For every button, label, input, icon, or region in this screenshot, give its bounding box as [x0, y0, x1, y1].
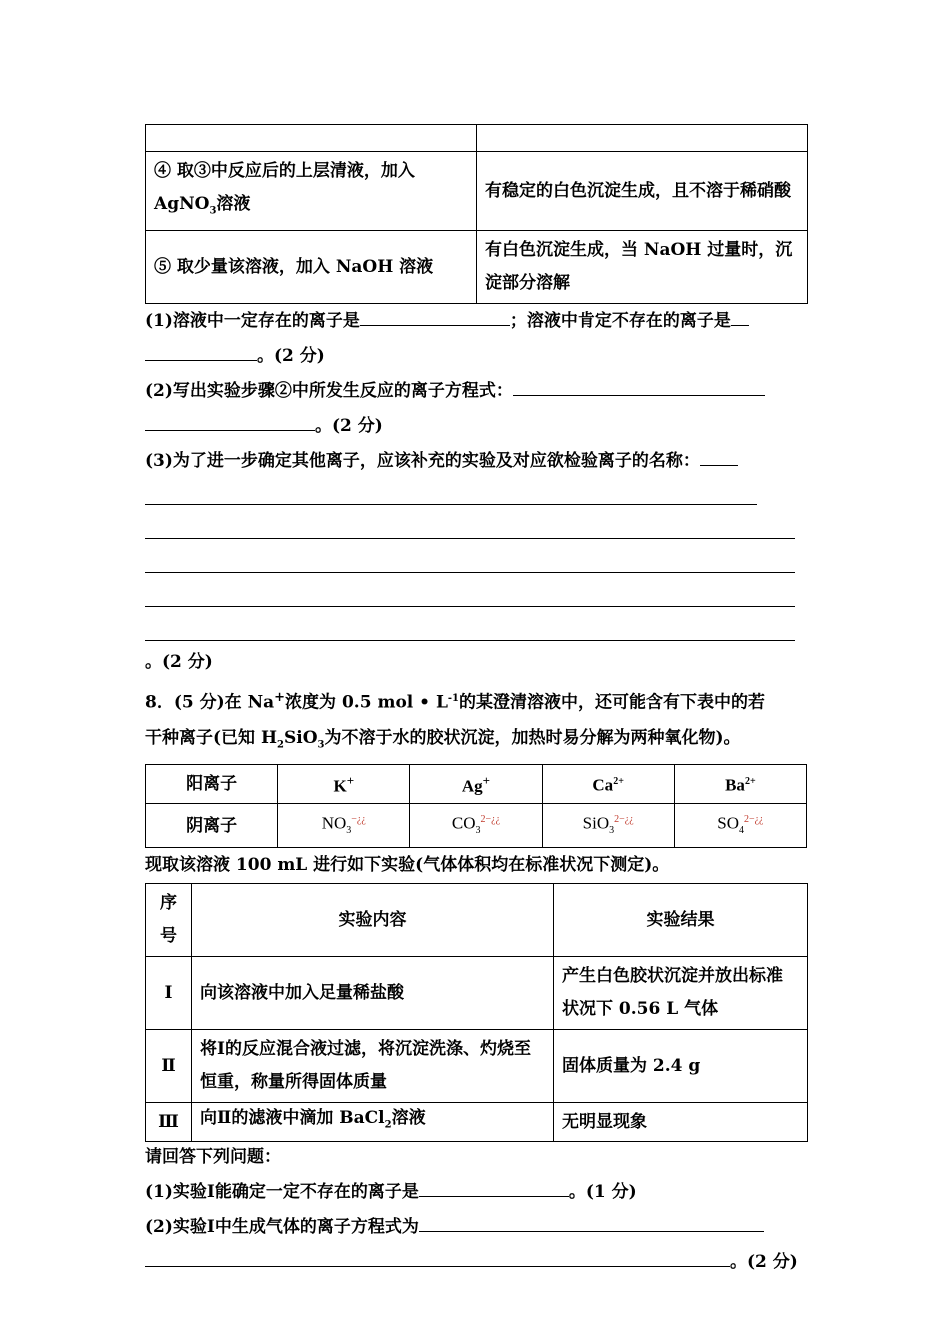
subscript: 3 [209, 205, 217, 217]
ion-sub: 3 [475, 825, 481, 837]
answer-lines [145, 475, 807, 641]
ion-sub: 4 [738, 825, 744, 837]
content-text: 向Ⅱ的滤液中滴加 BaCl [200, 1108, 385, 1129]
content-text: 溶液 [391, 1108, 426, 1129]
score-text: 。(2 分) [730, 1251, 798, 1272]
q7-part1 [145, 304, 807, 339]
ion-charge: 2−¿¿ [743, 814, 764, 826]
q7-part2 [145, 374, 807, 409]
row-content: 向该溶液中加入足量稀盐酸 [192, 957, 554, 1030]
ion-base: Ag [461, 777, 483, 797]
row-no: Ⅱ [146, 1030, 192, 1103]
question-text: (2)写出实验步骤②中所发生反应的离子方程式： [145, 381, 513, 402]
q7-part1-cont [145, 339, 807, 374]
header-no [146, 884, 192, 957]
row-no: Ⅲ [146, 1103, 192, 1141]
q8-part2 [145, 1210, 807, 1245]
answer-blank[interactable] [145, 340, 257, 361]
answer-blank[interactable] [360, 305, 510, 326]
ion-cell [542, 804, 674, 848]
result-cell [477, 125, 808, 152]
result-text: 有白色沉淀生成，当 NaOH 过量时，沉淀部分溶解 [485, 240, 793, 294]
ion-cell [278, 765, 410, 804]
ion-base: CO [451, 813, 476, 833]
ion-base: SiO [582, 813, 610, 833]
ion-cell [410, 804, 542, 848]
q7-part3-end [145, 645, 807, 680]
intro-text: 干种离子(已知 H [145, 728, 278, 749]
table-row [146, 125, 808, 152]
ion-charge: 2+ [744, 776, 756, 788]
reagent: AgNO [154, 194, 210, 214]
ion-charge: −¿¿ [351, 814, 366, 826]
row-content: 将Ⅰ的反应混合液过滤，将沉淀洗涤、灼烧至恒重，称量所得固体质量 [192, 1030, 554, 1103]
table-row [146, 1103, 808, 1141]
intro-text: 浓度为 0.5 mol • L [285, 693, 448, 714]
ask-text: 请回答下列问题： [145, 1146, 281, 1167]
ion-cell [674, 765, 806, 804]
ion-sub: 3 [609, 825, 615, 837]
q8-intro-cont [145, 721, 807, 762]
step-cell [146, 231, 477, 304]
answer-blank[interactable] [145, 410, 315, 431]
answer-blank[interactable] [145, 611, 795, 641]
answer-blank[interactable] [145, 475, 757, 505]
row-result: 固体质量为 2.4 g [554, 1030, 808, 1103]
subscript: 2 [384, 1119, 392, 1131]
step-text: ④ 取③中反应后的上层清液，加入 [154, 161, 415, 181]
ion-cell [674, 804, 806, 848]
score-text: 。(2 分) [315, 416, 383, 437]
table-row [146, 152, 808, 231]
ion-charge: 2−¿¿ [480, 814, 501, 826]
header-content: 实验内容 [192, 884, 554, 957]
ion-charge: 2+ [613, 776, 624, 788]
ion-base: SO [717, 813, 739, 833]
answer-blank[interactable] [419, 1211, 764, 1232]
step-cell [146, 152, 477, 231]
result-cell [477, 231, 808, 304]
step-cell [146, 125, 477, 152]
answer-blank[interactable] [419, 1176, 569, 1197]
subscript: 3 [317, 739, 325, 751]
question-text: (1)实验Ⅰ能确定一定不存在的离子是 [145, 1181, 419, 1202]
table-row [146, 765, 807, 804]
answer-blank[interactable] [513, 375, 765, 396]
question-text: (2)实验Ⅰ中生成气体的离子方程式为 [145, 1216, 419, 1237]
ion-cell [542, 765, 674, 804]
score-text: 。(2 分) [257, 346, 325, 367]
result-text: 有稳定的白色沉淀生成，且不溶于稀硝酸 [485, 180, 791, 201]
table-row [146, 804, 807, 848]
superscript: -1 [447, 693, 460, 705]
cation-label: 阳离子 [146, 765, 278, 804]
answer-blank[interactable] [731, 305, 749, 326]
header-result: 实验结果 [554, 884, 808, 957]
ion-cell [410, 765, 542, 804]
q8-part2-cont [145, 1245, 807, 1280]
experiment-table [145, 883, 808, 1141]
ion-base: K [333, 777, 347, 797]
table-header-row [146, 884, 808, 957]
page-content [145, 124, 807, 1280]
q8-part1 [145, 1175, 807, 1210]
q7-part2-cont [145, 409, 807, 444]
ion-charge: + [346, 773, 355, 789]
row-no: Ⅰ [146, 957, 192, 1030]
table-row [146, 957, 808, 1030]
question-text: ；溶液中肯定不存在的离子是 [509, 311, 731, 332]
q8-intro [145, 680, 807, 721]
experiment-intro: 现取该溶液 100 mL 进行如下实验(气体体积均在标准状况下测定)。 [145, 855, 670, 876]
intro-text: 为不溶于水的胶状沉淀，加热时易分解为两种氧化物)。 [324, 728, 741, 749]
score-text: 。(2 分) [145, 652, 213, 673]
row-result: 产生白色胶状沉淀并放出标准状况下 0.56 L 气体 [554, 957, 808, 1030]
step-suffix: 溶液 [216, 194, 251, 214]
question-text: (3)为了进一步确定其他离子，应该补充的实验及对应欲检验离子的名称： [145, 451, 700, 472]
question-text: (1)溶液中一定存在的离子是 [145, 311, 360, 332]
ion-sub: 3 [346, 825, 352, 837]
ion-charge: + [482, 773, 491, 789]
table-row [146, 1030, 808, 1103]
answer-blank[interactable] [145, 509, 795, 539]
result-cell [477, 152, 808, 231]
experiment-steps-table [145, 124, 808, 304]
score-text: 。(1 分) [568, 1181, 637, 1202]
step-text: ⑤ 取少量该溶液，加入 NaOH 溶液 [154, 256, 434, 277]
answer-blank[interactable] [145, 543, 795, 573]
intro-text: SiO [284, 728, 318, 749]
row-result: 无明显现象 [554, 1103, 808, 1141]
superscript: + [274, 690, 286, 706]
row-content [192, 1103, 554, 1141]
answer-blank[interactable] [145, 577, 795, 607]
table-row [146, 231, 808, 304]
intro-text: 的某澄清溶液中，还可能含有下表中的若 [459, 693, 766, 714]
intro-text: 8．(5 分)在 Na [145, 693, 275, 714]
ion-base: Ba [725, 776, 745, 796]
header-text: 序号 [160, 893, 177, 947]
ion-base: NO [321, 813, 347, 833]
answer-blank[interactable] [145, 1246, 730, 1267]
ion-cell [278, 804, 410, 848]
q7-part3 [145, 444, 807, 479]
ion-charge: 2−¿¿ [614, 814, 634, 826]
subscript: 2 [277, 739, 284, 751]
anion-label: 阴离子 [146, 804, 278, 848]
ion-table [145, 764, 807, 848]
answer-blank[interactable] [700, 445, 738, 466]
ion-base: Ca [592, 776, 614, 796]
